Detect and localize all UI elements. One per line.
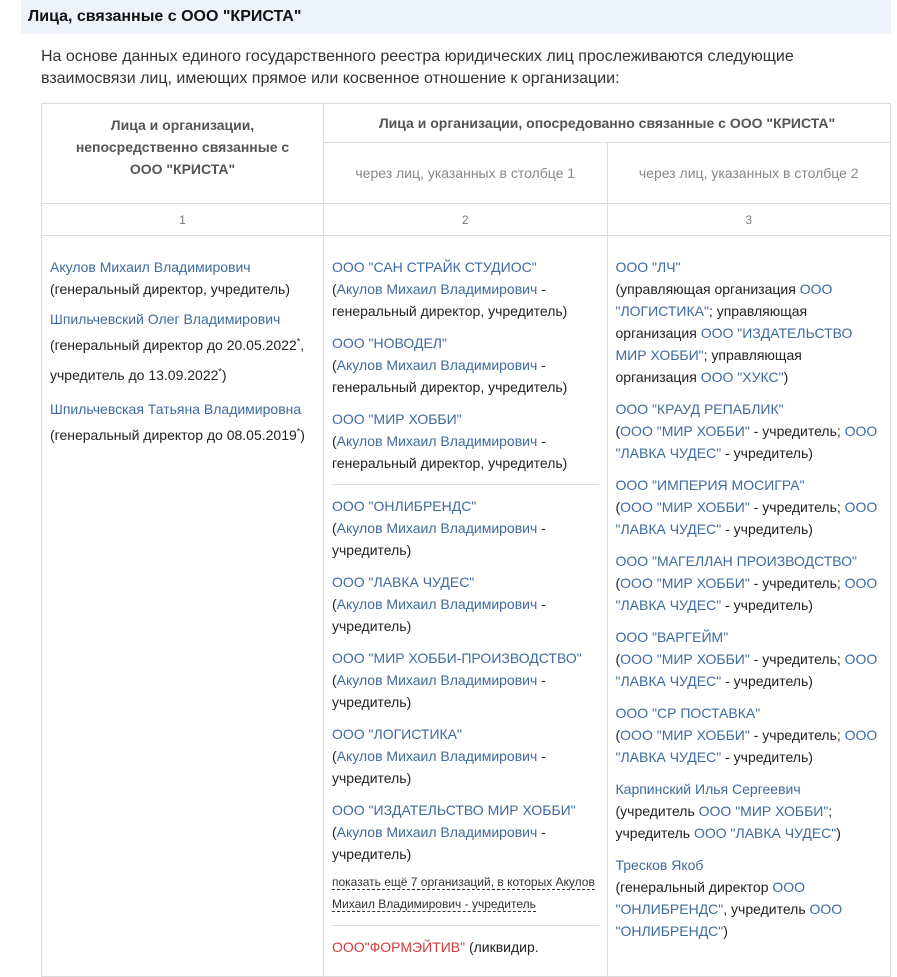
person-link[interactable]: Акулов Михаил Владимирович [336, 748, 538, 764]
org-link[interactable]: ООО "ЛОГИСТИКА" [332, 726, 462, 742]
list-item: ООО "ОНЛИБРЕНДС" (Акулов Михаил Владимирович - учредитель) [332, 498, 546, 558]
col1-header: Лица и организации, непосредственно связанные с ООО "КРИСТА" [42, 104, 324, 204]
org-link[interactable]: ООО "МИР ХОББИ" [620, 727, 750, 743]
person-link[interactable]: Акулов Михаил Владимирович [336, 596, 538, 612]
list-item: ООО "МИР ХОББИ" (Акулов Михаил Владимирович - генеральный директор, учредитель) [332, 411, 568, 471]
org-link[interactable]: ООО "ЛАВКА ЧУДЕС" [615, 651, 878, 689]
list-item: ООО "ЛОГИСТИКА" (Акулов Михаил Владимирович - учредитель) [332, 726, 546, 786]
list-item: ООО "ЛЧ" (управляющая организация ООО "ЛОГИСТИКА"; управляющая организация ООО "ИЗДАТЕЛЬСТВО МИР ХОББИ"; управляющая организация ООО "ХУКС") [615, 259, 853, 385]
org-link[interactable]: ООО "МИР ХОББИ" [698, 803, 829, 819]
org-link[interactable]: ООО "МИР ХОББИ" [620, 575, 750, 591]
person-link[interactable]: Шпильчевская Татьяна Владимировна [50, 401, 302, 417]
org-link[interactable]: ООО "САН СТРАЙК СТУДИОС" [332, 259, 537, 275]
indirect-header: Лица и организации, опосредованно связанные с ООО "КРИСТА" [324, 104, 891, 143]
org-link[interactable]: ООО "КРАУД РЕПАБЛИК" [615, 401, 784, 417]
role-text: учредитель) [332, 542, 412, 558]
person-link[interactable]: Акулов Михаил Владимирович [336, 672, 538, 688]
col2-number: 2 [324, 204, 608, 236]
list-item: ООО "ВАРГЕЙМ" (ООО "МИР ХОББИ" - учредитель; ООО "ЛАВКА ЧУДЕС" - учредитель) [615, 629, 878, 689]
person-link[interactable]: Карпинский Илья Сергеевич [615, 781, 801, 797]
person-link[interactable]: Акулов Михаил Владимирович [50, 259, 251, 275]
org-link[interactable]: ООО "МИР ХОББИ" [332, 411, 462, 427]
list-item: ООО "КРАУД РЕПАБЛИК" (ООО "МИР ХОББИ" - учредитель; ООО "ЛАВКА ЧУДЕС" - учредитель) [615, 401, 878, 461]
list-item [50, 256, 315, 300]
intro-text: На основе данных единого государственного реестра юридических лиц прослеживаются следующие взаимосвязи лиц, имеющих прямое или косвенное отношение к организации: [41, 48, 794, 87]
person-link[interactable]: Акулов Михаил Владимирович [336, 281, 538, 297]
role-text: учредитель) [332, 694, 412, 710]
role-text: генеральный директор, учредитель) [332, 379, 568, 395]
person-link[interactable]: Акулов Михаил Владимирович [336, 824, 538, 840]
col3-header: через лиц, указанных в столбце 2 [607, 143, 891, 204]
role-text: учредитель) [332, 770, 412, 786]
org-link[interactable]: ООО "ИМПЕРИЯ МОСИГРА" [615, 477, 805, 493]
org-link[interactable]: ООО "ИЗДАТЕЛЬСТВО МИР ХОББИ" [615, 325, 853, 363]
role-text: генеральный директор, учредитель) [332, 303, 568, 319]
role-text: учредитель) [332, 618, 412, 634]
person-link[interactable]: Шпильчевский Олег Владимирович [50, 311, 281, 327]
list-item: ООО "ЛАВКА ЧУДЕС" (Акулов Михаил Владимирович - учредитель) [332, 574, 546, 634]
divider [332, 925, 599, 926]
list-item: ООО "СР ПОСТАВКА" (ООО "МИР ХОББИ" - учредитель; ООО "ЛАВКА ЧУДЕС" - учредитель) [615, 705, 878, 765]
person-link[interactable]: Акулов Михаил Владимирович [336, 357, 538, 373]
list-item [50, 308, 315, 390]
role-text: учредитель) [332, 846, 412, 862]
list-item: ООО "МИР ХОББИ-ПРОИЗВОДСТВО" (Акулов Михаил Владимирович - учредитель) [332, 650, 582, 710]
org-link[interactable]: ООО "ИЗДАТЕЛЬСТВО МИР ХОББИ" [332, 802, 576, 818]
role-text: генеральный директор, учредитель) [332, 455, 568, 471]
org-link[interactable]: ООО "ЛАВКА ЧУДЕС" [615, 499, 878, 537]
liquidated-org-link[interactable]: ООО"ФОРМЭЙТИВ" [332, 939, 466, 955]
org-link[interactable]: ООО "МИР ХОББИ" [620, 651, 750, 667]
divider [332, 484, 599, 485]
org-link[interactable]: ООО "ВАРГЕЙМ" [615, 629, 729, 645]
list-item: Тресков Якоб (генеральный директор ООО "ОНЛИБРЕНДС", учредитель ООО "ОНЛИБРЕНДС") [615, 857, 843, 939]
col2-header: через лиц, указанных в столбце 1 [324, 143, 608, 204]
org-link[interactable]: ООО "НОВОДЕЛ" [332, 335, 447, 351]
person-link[interactable]: Акулов Михаил Владимирович [336, 433, 538, 449]
org-link[interactable]: ООО "МАГЕЛЛАН ПРОИЗВОДСТВО" [615, 553, 858, 569]
person-link[interactable]: Тресков Якоб [615, 857, 704, 873]
list-item [50, 398, 315, 450]
org-link[interactable]: ООО "ЛАВКА ЧУДЕС" [615, 575, 878, 613]
col1-cell [42, 236, 324, 977]
col3-cell [607, 236, 891, 977]
col2-cell [324, 236, 608, 977]
org-link[interactable]: ООО "МИР ХОББИ-ПРОИЗВОДСТВО" [332, 650, 582, 666]
list-item: Карпинский Илья Сергеевич (учредитель ООО "МИР ХОББИ"; учредитель ООО "ЛАВКА ЧУДЕС") [615, 781, 841, 841]
col1-number: 1 [42, 204, 324, 236]
org-link[interactable]: ООО "МИР ХОББИ" [620, 423, 750, 439]
org-link[interactable]: ООО "ЛАВКА ЧУДЕС" [615, 423, 878, 461]
org-link[interactable]: ООО "ОНЛИБРЕНДС" [332, 498, 477, 514]
role-text: (генеральный директор, учредитель) [50, 281, 291, 297]
list-item: ООО "НОВОДЕЛ" (Акулов Михаил Владимирович - генеральный директор, учредитель) [332, 335, 568, 395]
status-text: (ликвидир. [465, 939, 539, 955]
org-link[interactable]: ООО "ЛЧ" [615, 259, 681, 275]
org-link[interactable]: ООО "ЛОГИСТИКА" [615, 281, 833, 319]
show-more-link[interactable]: показать ещё 7 организаций, в которых Акулов Михаил Владимирович - учредитель [332, 875, 595, 911]
org-link[interactable]: ООО "ХУКС" [700, 369, 784, 385]
org-link[interactable]: ООО "ЛАВКА ЧУДЕС" [332, 574, 475, 590]
org-link[interactable]: ООО "ОНЛИБРЕНДС" [615, 879, 806, 917]
col3-number: 3 [607, 204, 891, 236]
role-text: (генеральный директор до 20.05.2022*, учредитель до 13.09.2022*) [50, 336, 305, 383]
org-link[interactable]: ООО "ЛАВКА ЧУДЕС" [693, 825, 837, 841]
role-text: (генеральный директор до 08.05.2019*) [50, 426, 305, 443]
list-item: ООО "ИЗДАТЕЛЬСТВО МИР ХОББИ" (Акулов Михаил Владимирович - учредитель) [332, 802, 576, 862]
person-link[interactable]: Акулов Михаил Владимирович [336, 520, 538, 536]
org-link[interactable]: ООО "МИР ХОББИ" [620, 499, 750, 515]
org-link[interactable]: ООО "ЛАВКА ЧУДЕС" [615, 727, 878, 765]
org-link[interactable]: ООО "ОНЛИБРЕНДС" [615, 901, 843, 939]
relations-table [41, 103, 891, 977]
list-item [332, 936, 599, 958]
list-item: ООО "МАГЕЛЛАН ПРОИЗВОДСТВО" (ООО "МИР ХОББИ" - учредитель; ООО "ЛАВКА ЧУДЕС" - учредитель) [615, 553, 878, 613]
section-title: Лица, связанные с ООО "КРИСТА" [21, 0, 891, 34]
list-item: ООО "ИМПЕРИЯ МОСИГРА" (ООО "МИР ХОББИ" - учредитель; ООО "ЛАВКА ЧУДЕС" - учредитель) [615, 477, 878, 537]
org-link[interactable]: ООО "СР ПОСТАВКА" [615, 705, 761, 721]
list-item: ООО "САН СТРАЙК СТУДИОС" (Акулов Михаил Владимирович - генеральный директор, учредитель) [332, 259, 568, 319]
